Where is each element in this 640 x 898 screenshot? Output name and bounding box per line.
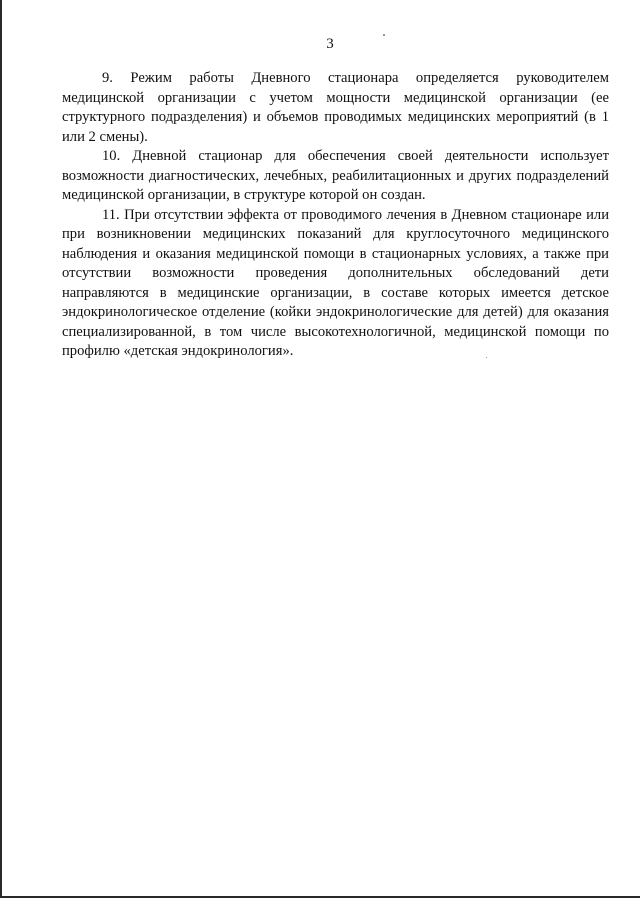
paragraph-9: 9. Режим работы Дневного стационара определяется руководителем медицинской организации с учетом мощности медицинской организации (ее структурного подразделения) и объемов проводимых медицинских мероприятий (в 1 или 2 смены). (62, 70, 609, 145)
paragraph-11: 11. При отсутствии эффекта от проводимого лечения в Дневном стационаре или при возникновении медицинских показаний для круглосуточного медицинского наблюдения и оказания медицинской помощи в стационарных условиях, а также при отсутствии возможности проведения дополнительных обследований дети направляются в медицинские организации, в составе которых имеется детское эндокринологическое отделение (койки эндокринологические для детей) для оказания специализированной, в том числе высокотехнологичной, медицинской помощи по профилю «детская эндокринология». (62, 206, 609, 359)
scan-speck (383, 34, 385, 36)
page-number: 3 (326, 36, 334, 52)
scan-edge-left (0, 0, 2, 898)
paragraph-10: 10. Дневной стационар для обеспечения своей деятельности использует возможности диагностических, лечебных, реабилитационных и других подразделений медицинской организации, в структуре которой он создан. (62, 148, 609, 203)
document-body (62, 69, 609, 362)
